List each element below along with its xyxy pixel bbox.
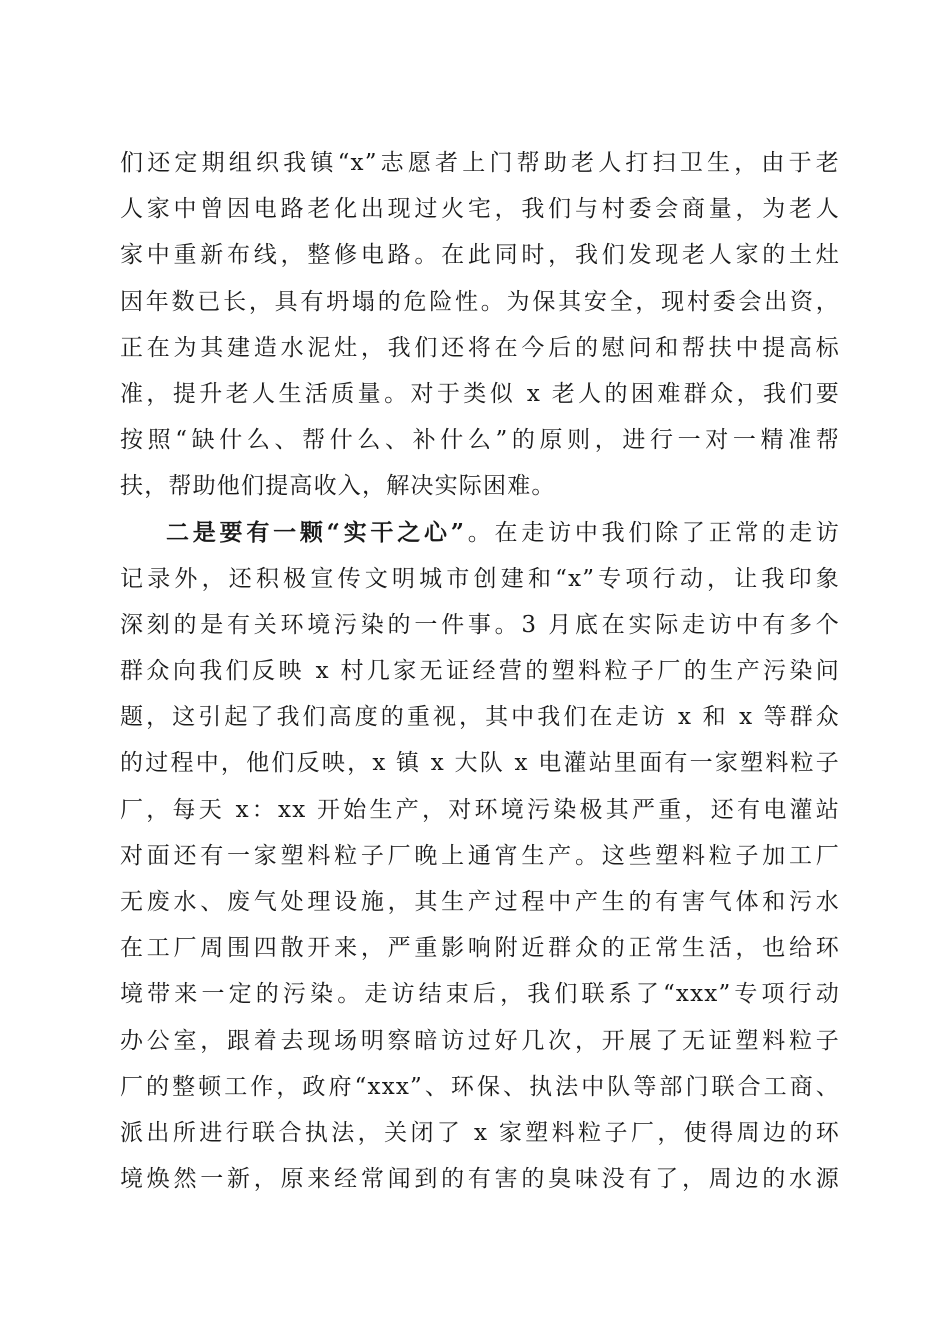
text-line: 们还定期组织我镇“x”志愿者上门帮助老人打扫卫生，由于老 <box>120 150 840 176</box>
paragraph-2-first-line <box>120 510 840 556</box>
text-line: 按照“缺什么、帮什么、补什么”的原则，进行一对一精准帮 <box>120 427 840 454</box>
text-line: 因年数已长，具有坍塌的危险性。为保其安全，现村委会出资， <box>120 288 840 315</box>
text-line: 群众向我们反映 x 村几家无证经营的塑料粒子厂的生产污染问 <box>120 658 840 685</box>
text-line: 家中重新布线，整修电路。在此同时，我们发现老人家的土灶 <box>120 242 840 269</box>
document-body <box>120 140 840 1202</box>
text-line: 人家中曾因电路老化出现过火宅，我们与村委会商量，为老人 <box>120 196 840 223</box>
text-line: 记录外，还积极宣传文明城市创建和“x”专项行动，让我印象 <box>120 565 840 592</box>
text-line: 的过程中，他们反映，x 镇 x 大队 x 电灌站里面有一家塑料粒子 <box>120 750 840 777</box>
text-line: 无废水、废气处理设施，其生产过程中产生的有害气体和污水 <box>120 889 840 915</box>
text-line: 题，这引起了我们高度的重视，其中我们在走访 x 和 x 等群众 <box>120 704 840 731</box>
text-line: 准，提升老人生活质量。对于类似 x 老人的困难群众，我们要 <box>120 380 840 407</box>
text-line: 正在为其建造水泥灶，我们还将在今后的慰问和帮扶中提高标 <box>120 334 840 361</box>
text-line: 在工厂周围四散开来，严重影响附近群众的正常生活，也给环 <box>120 935 840 962</box>
text-line: 境焕然一新，原来经常闻到的有害的臭味没有了，周边的水源 <box>120 1166 840 1193</box>
paragraph-2 <box>120 510 840 1203</box>
paragraph-2-heading: 二是要有一颗“实干之心” <box>166 518 466 546</box>
text-line: 派出所进行联合执法，关闭了 x 家塑料粒子厂，使得周边的环 <box>120 1119 840 1146</box>
paragraph-2-first-line-rest: 。在走访中我们除了正常的走访 <box>465 519 840 546</box>
text-line: 对面还有一家塑料粒子厂晚上通宵生产。这些塑料粒子加工厂 <box>120 842 840 869</box>
text-line: 厂，每天 x：xx 开始生产，对环境污染极其严重，还有电灌站 <box>120 796 840 823</box>
paragraph-1 <box>120 140 840 510</box>
text-line: 办公室，跟着去现场明察暗访过好几次，开展了无证塑料粒子 <box>120 1027 840 1054</box>
text-line: 境带来一定的污染。走访结束后，我们联系了“xxx”专项行动 <box>120 981 840 1008</box>
text-line: 深刻的是有关环境污染的一件事。3 月底在实际走访中有多个 <box>120 611 840 638</box>
text-line: 扶，帮助他们提高收入，解决实际困难。 <box>120 473 556 500</box>
text-line: 厂的整顿工作，政府“xxx”、环保、执法中队等部门联合工商、 <box>120 1073 840 1100</box>
